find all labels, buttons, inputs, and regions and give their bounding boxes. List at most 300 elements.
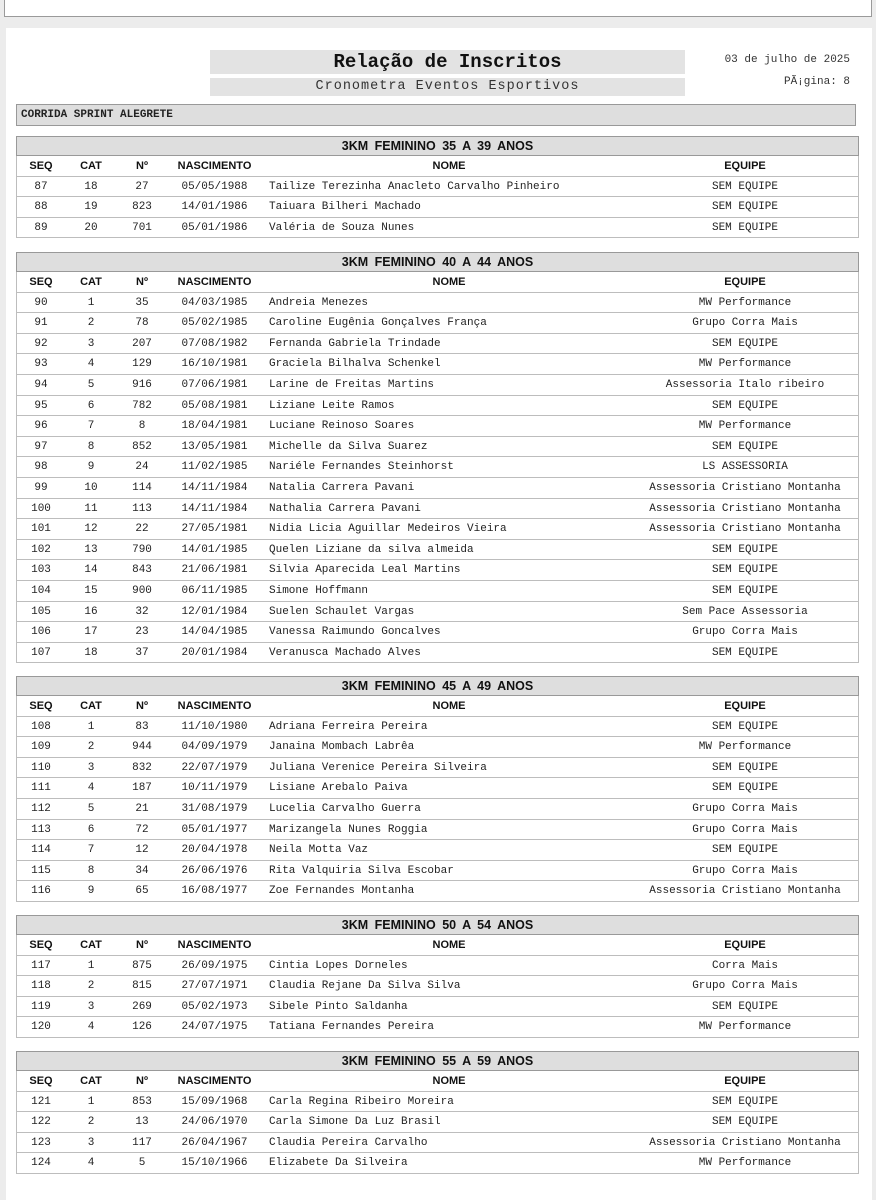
cell-team: Grupo Corra Mais	[692, 980, 798, 993]
cell-name: Janaina Mombach Labrêa	[269, 741, 415, 754]
cell-team: Sem Pace Assessoria	[682, 605, 808, 618]
column-header-team: EQUIPE	[724, 700, 766, 712]
cell-cat: 3	[87, 761, 95, 774]
column-header-row	[16, 696, 859, 717]
cell-seq: 90	[34, 296, 48, 309]
category-section	[16, 136, 859, 238]
cell-team: SEM EQUIPE	[711, 1000, 778, 1013]
column-header-dob: NASCIMENTO	[177, 1075, 252, 1087]
cell-team: Grupo Corra Mais	[692, 864, 798, 877]
cell-seq: 94	[34, 378, 48, 391]
cell-seq: 96	[34, 420, 48, 433]
table-row	[16, 1017, 859, 1038]
report-date: 03 de julho de 2025	[724, 54, 850, 66]
cell-name: Nathalia Carrera Pavani	[269, 502, 421, 515]
cell-dob: 26/06/1976	[181, 864, 248, 877]
cell-seq: 100	[31, 502, 51, 515]
cell-name: Silvia Aparecida Leal Martins	[269, 564, 461, 577]
cell-name: Sibele Pinto Saldanha	[269, 1000, 408, 1013]
table-row	[16, 354, 859, 375]
table-row	[16, 396, 859, 417]
cell-cat: 13	[84, 543, 98, 556]
cell-name: Lisiane Arebalo Paiva	[269, 782, 408, 795]
cell-cat: 4	[87, 1157, 95, 1170]
cell-team: SEM EQUIPE	[711, 584, 778, 597]
cell-team: SEM EQUIPE	[711, 543, 778, 556]
cell-cat: 5	[87, 378, 95, 391]
table-row	[16, 1153, 859, 1174]
cell-num: 701	[132, 221, 152, 234]
cell-dob: 04/09/1979	[181, 741, 248, 754]
column-header-seq: SEQ	[29, 1075, 53, 1087]
cell-team: Grupo Corra Mais	[692, 317, 798, 330]
cell-seq: 92	[34, 337, 48, 350]
cell-cat: 9	[87, 885, 95, 898]
cell-team: Grupo Corra Mais	[692, 802, 798, 815]
cell-num: 72	[135, 823, 149, 836]
cell-dob: 15/10/1966	[181, 1157, 248, 1170]
cell-dob: 14/01/1985	[181, 543, 248, 556]
table-row	[16, 1133, 859, 1154]
cell-name: Nariéle Fernandes Steinhorst	[269, 461, 454, 474]
cell-num: 24	[135, 461, 149, 474]
cell-seq: 88	[34, 201, 48, 214]
cell-cat: 4	[87, 1021, 95, 1034]
cell-num: 207	[132, 337, 152, 350]
cell-team: MW Performance	[698, 420, 792, 433]
cell-cat: 16	[84, 605, 98, 618]
cell-num: 790	[132, 543, 152, 556]
cell-seq: 112	[31, 802, 51, 815]
cell-num: 27	[135, 180, 149, 193]
cell-num: 944	[132, 741, 152, 754]
cell-name: Cintia Lopes Dorneles	[269, 959, 408, 972]
cell-num: 35	[135, 296, 149, 309]
table-row	[16, 737, 859, 758]
cell-name: Taiuara Bilheri Machado	[269, 201, 421, 214]
table-row	[16, 717, 859, 738]
column-header-dob: NASCIMENTO	[177, 939, 252, 951]
cell-num: 22	[135, 523, 149, 536]
cell-cat: 18	[84, 646, 98, 659]
race-name: CORRIDA SPRINT ALEGRETE	[16, 104, 856, 126]
cell-team: SEM EQUIPE	[711, 1116, 778, 1129]
column-header-name: NOME	[432, 700, 466, 712]
table-row	[16, 997, 859, 1018]
cell-num: 782	[132, 399, 152, 412]
cell-seq: 121	[31, 1095, 51, 1108]
cell-name: Elizabete Da Silveira	[269, 1157, 408, 1170]
column-header-dob: NASCIMENTO	[177, 160, 252, 172]
cell-seq: 89	[34, 221, 48, 234]
cell-num: 65	[135, 885, 149, 898]
cell-seq: 113	[31, 823, 51, 836]
cell-dob: 11/02/1985	[181, 461, 248, 474]
cell-seq: 91	[34, 317, 48, 330]
cell-cat: 15	[84, 584, 98, 597]
page-subtitle: Cronometra Eventos Esportivos	[210, 78, 685, 96]
cell-seq: 120	[31, 1021, 51, 1034]
cell-num: 832	[132, 761, 152, 774]
cell-cat: 6	[87, 823, 95, 836]
cell-name: Vanessa Raimundo Goncalves	[269, 626, 441, 639]
column-header-cat: CAT	[80, 700, 102, 712]
table-row	[16, 881, 859, 902]
cell-cat: 20	[84, 221, 98, 234]
cell-name: Carla Simone Da Luz Brasil	[269, 1116, 441, 1129]
table-row	[16, 218, 859, 239]
table-row	[16, 1112, 859, 1133]
cell-seq: 93	[34, 358, 48, 371]
cell-num: 34	[135, 864, 149, 877]
cell-dob: 05/08/1981	[181, 399, 248, 412]
cell-num: 823	[132, 201, 152, 214]
cell-cat: 8	[87, 440, 95, 453]
cell-name: Lucelia Carvalho Guerra	[269, 802, 421, 815]
cell-seq: 102	[31, 543, 51, 556]
category-title: 3KM FEMININO 55 A 59 ANOS	[16, 1051, 859, 1071]
cell-dob: 22/07/1979	[181, 761, 248, 774]
cell-num: 117	[132, 1136, 152, 1149]
cell-dob: 13/05/1981	[181, 440, 248, 453]
cell-dob: 20/01/1984	[181, 646, 248, 659]
column-header-num: Nº	[136, 276, 148, 288]
table-row	[16, 540, 859, 561]
cell-num: 900	[132, 584, 152, 597]
cell-cat: 11	[84, 502, 98, 515]
cell-cat: 8	[87, 864, 95, 877]
cell-name: Suelen Schaulet Vargas	[269, 605, 415, 618]
cell-cat: 1	[87, 296, 95, 309]
cell-dob: 26/09/1975	[181, 959, 248, 972]
cell-team: SEM EQUIPE	[711, 399, 778, 412]
cell-dob: 15/09/1968	[181, 1095, 248, 1108]
cell-num: 187	[132, 782, 152, 795]
cell-team: MW Performance	[698, 296, 792, 309]
cell-num: 815	[132, 980, 152, 993]
cell-team: Assessoria Cristiano Montanha	[649, 885, 841, 898]
cell-cat: 1	[87, 959, 95, 972]
table-row	[16, 478, 859, 499]
cell-num: 843	[132, 564, 152, 577]
cell-num: 12	[135, 844, 149, 857]
cell-dob: 05/01/1986	[181, 221, 248, 234]
table-row	[16, 861, 859, 882]
column-header-seq: SEQ	[29, 700, 53, 712]
cell-name: Claudia Pereira Carvalho	[269, 1136, 428, 1149]
column-header-name: NOME	[432, 276, 466, 288]
cell-name: Juliana Verenice Pereira Silveira	[269, 761, 487, 774]
cell-dob: 21/06/1981	[181, 564, 248, 577]
cell-cat: 1	[87, 720, 95, 733]
table-row	[16, 499, 859, 520]
cell-dob: 27/05/1981	[181, 523, 248, 536]
cell-cat: 12	[84, 523, 98, 536]
category-title: 3KM FEMININO 35 A 39 ANOS	[16, 136, 859, 156]
cell-seq: 103	[31, 564, 51, 577]
cell-name: Carla Regina Ribeiro Moreira	[269, 1095, 454, 1108]
cell-dob: 07/08/1982	[181, 337, 248, 350]
cell-name: Natalia Carrera Pavani	[269, 481, 415, 494]
cell-seq: 99	[34, 481, 48, 494]
column-header-num: Nº	[136, 939, 148, 951]
cell-cat: 5	[87, 802, 95, 815]
cell-cat: 7	[87, 844, 95, 857]
column-header-num: Nº	[136, 160, 148, 172]
cell-team: MW Performance	[698, 358, 792, 371]
category-title: 3KM FEMININO 40 A 44 ANOS	[16, 252, 859, 272]
category-section	[16, 915, 859, 1038]
column-header-dob: NASCIMENTO	[177, 276, 252, 288]
cell-dob: 14/01/1986	[181, 201, 248, 214]
cell-team: Grupo Corra Mais	[692, 626, 798, 639]
cell-team: Assessoria Cristiano Montanha	[649, 481, 841, 494]
cell-team: Assessoria Italo ribeiro	[665, 378, 825, 391]
cell-cat: 2	[87, 980, 95, 993]
cell-seq: 117	[31, 959, 51, 972]
cell-cat: 2	[87, 741, 95, 754]
cell-name: Adriana Ferreira Pereira	[269, 720, 428, 733]
cell-num: 83	[135, 720, 149, 733]
cell-dob: 16/10/1981	[181, 358, 248, 371]
cell-name: Rita Valquiria Silva Escobar	[269, 864, 454, 877]
cell-num: 875	[132, 959, 152, 972]
cell-cat: 3	[87, 1000, 95, 1013]
previous-page-edge	[4, 0, 872, 17]
cell-dob: 26/04/1967	[181, 1136, 248, 1149]
cell-dob: 05/01/1977	[181, 823, 248, 836]
table-row	[16, 602, 859, 623]
cell-team: SEM EQUIPE	[711, 844, 778, 857]
table-row	[16, 519, 859, 540]
cell-team: SEM EQUIPE	[711, 201, 778, 214]
column-header-team: EQUIPE	[724, 1075, 766, 1087]
cell-num: 13	[135, 1116, 149, 1129]
column-header-name: NOME	[432, 160, 466, 172]
cell-name: Claudia Rejane Da Silva Silva	[269, 980, 461, 993]
cell-num: 113	[132, 502, 152, 515]
cell-dob: 27/07/1971	[181, 980, 248, 993]
cell-dob: 06/11/1985	[181, 584, 248, 597]
cell-team: LS ASSESSORIA	[702, 461, 788, 474]
cell-dob: 12/01/1984	[181, 605, 248, 618]
cell-name: Caroline Eugênia Gonçalves França	[269, 317, 487, 330]
column-header-num: Nº	[136, 700, 148, 712]
cell-num: 916	[132, 378, 152, 391]
cell-name: Fernanda Gabriela Trindade	[269, 337, 441, 350]
cell-dob: 05/05/1988	[181, 180, 248, 193]
cell-dob: 11/10/1980	[181, 720, 248, 733]
cell-seq: 109	[31, 741, 51, 754]
category-title: 3KM FEMININO 50 A 54 ANOS	[16, 915, 859, 935]
table-row	[16, 293, 859, 314]
page-number: PÃ¡gina: 8	[783, 76, 850, 88]
column-header-team: EQUIPE	[724, 160, 766, 172]
table-row	[16, 840, 859, 861]
cell-seq: 114	[31, 844, 51, 857]
cell-name: Neila Motta Vaz	[269, 844, 369, 857]
cell-seq: 119	[31, 1000, 51, 1013]
cell-team: SEM EQUIPE	[711, 1095, 778, 1108]
cell-dob: 24/06/1970	[181, 1116, 248, 1129]
cell-num: 5	[138, 1157, 146, 1170]
column-header-cat: CAT	[80, 1075, 102, 1087]
table-row	[16, 976, 859, 997]
cell-name: Liziane Leite Ramos	[269, 399, 395, 412]
cell-dob: 24/07/1975	[181, 1021, 248, 1034]
cell-seq: 105	[31, 605, 51, 618]
category-section	[16, 1051, 859, 1174]
cell-dob: 07/06/1981	[181, 378, 248, 391]
cell-team: SEM EQUIPE	[711, 761, 778, 774]
cell-cat: 2	[87, 1116, 95, 1129]
table-row	[16, 758, 859, 779]
cell-seq: 115	[31, 864, 51, 877]
cell-cat: 1	[87, 1095, 95, 1108]
cell-cat: 2	[87, 317, 95, 330]
cell-name: Marizangela Nunes Roggia	[269, 823, 428, 836]
cell-team: MW Performance	[698, 1157, 792, 1170]
cell-name: Graciela Bilhalva Schenkel	[269, 358, 441, 371]
cell-dob: 14/11/1984	[181, 502, 248, 515]
cell-seq: 101	[31, 523, 51, 536]
category-section	[16, 676, 859, 902]
cell-dob: 04/03/1985	[181, 296, 248, 309]
table-row	[16, 560, 859, 581]
cell-num: 853	[132, 1095, 152, 1108]
cell-num: 269	[132, 1000, 152, 1013]
column-header-row	[16, 1071, 859, 1092]
cell-name: Nidia Licia Aguillar Medeiros Vieira	[269, 523, 507, 536]
column-header-row	[16, 935, 859, 956]
cell-seq: 107	[31, 646, 51, 659]
cell-seq: 98	[34, 461, 48, 474]
table-row	[16, 457, 859, 478]
cell-team: SEM EQUIPE	[711, 720, 778, 733]
cell-name: Zoe Fernandes Montanha	[269, 885, 415, 898]
cell-cat: 4	[87, 358, 95, 371]
cell-num: 114	[132, 481, 152, 494]
category-title: 3KM FEMININO 45 A 49 ANOS	[16, 676, 859, 696]
cell-team: SEM EQUIPE	[711, 337, 778, 350]
cell-seq: 97	[34, 440, 48, 453]
cell-team: Assessoria Cristiano Montanha	[649, 523, 841, 536]
cell-dob: 14/04/1985	[181, 626, 248, 639]
cell-cat: 9	[87, 461, 95, 474]
cell-team: Grupo Corra Mais	[692, 823, 798, 836]
table-row	[16, 1092, 859, 1113]
cell-cat: 6	[87, 399, 95, 412]
cell-name: Andreia Menezes	[269, 296, 369, 309]
cell-name: Simone Hoffmann	[269, 584, 369, 597]
cell-team: SEM EQUIPE	[711, 646, 778, 659]
cell-num: 126	[132, 1021, 152, 1034]
cell-team: SEM EQUIPE	[711, 440, 778, 453]
column-header-cat: CAT	[80, 160, 102, 172]
cell-seq: 124	[31, 1157, 51, 1170]
cell-name: Luciane Reinoso Soares	[269, 420, 415, 433]
cell-cat: 3	[87, 337, 95, 350]
column-header-cat: CAT	[80, 939, 102, 951]
column-header-dob: NASCIMENTO	[177, 700, 252, 712]
cell-name: Larine de Freitas Martins	[269, 378, 435, 391]
cell-num: 32	[135, 605, 149, 618]
cell-team: MW Performance	[698, 741, 792, 754]
cell-team: Assessoria Cristiano Montanha	[649, 1136, 841, 1149]
column-header-cat: CAT	[80, 276, 102, 288]
table-row	[16, 956, 859, 977]
cell-dob: 31/08/1979	[181, 802, 248, 815]
column-header-name: NOME	[432, 939, 466, 951]
column-header-seq: SEQ	[29, 160, 53, 172]
table-row	[16, 177, 859, 198]
cell-seq: 118	[31, 980, 51, 993]
cell-team: SEM EQUIPE	[711, 180, 778, 193]
cell-cat: 14	[84, 564, 98, 577]
cell-cat: 7	[87, 420, 95, 433]
cell-seq: 106	[31, 626, 51, 639]
column-header-num: Nº	[136, 1075, 148, 1087]
cell-dob: 05/02/1973	[181, 1000, 248, 1013]
cell-name: Tatiana Fernandes Pereira	[269, 1021, 435, 1034]
cell-name: Michelle da Silva Suarez	[269, 440, 428, 453]
cell-cat: 3	[87, 1136, 95, 1149]
cell-seq: 110	[31, 761, 51, 774]
cell-num: 129	[132, 358, 152, 371]
table-row	[16, 416, 859, 437]
cell-name: Quelen Liziane da silva almeida	[269, 543, 474, 556]
cell-seq: 122	[31, 1116, 51, 1129]
cell-cat: 17	[84, 626, 98, 639]
table-row	[16, 334, 859, 355]
table-row	[16, 581, 859, 602]
column-header-seq: SEQ	[29, 939, 53, 951]
column-header-row	[16, 272, 859, 293]
cell-team: SEM EQUIPE	[711, 564, 778, 577]
table-row	[16, 437, 859, 458]
cell-dob: 16/08/1977	[181, 885, 248, 898]
cell-name: Veranusca Machado Alves	[269, 646, 421, 659]
table-row	[16, 375, 859, 396]
cell-team: SEM EQUIPE	[711, 782, 778, 795]
cell-name: Valéria de Souza Nunes	[269, 221, 415, 234]
column-header-name: NOME	[432, 1075, 466, 1087]
cell-dob: 10/11/1979	[181, 782, 248, 795]
cell-seq: 87	[34, 180, 48, 193]
cell-team: Corra Mais	[711, 959, 778, 972]
table-row	[16, 643, 859, 664]
cell-dob: 05/02/1985	[181, 317, 248, 330]
cell-num: 78	[135, 317, 149, 330]
cell-num: 37	[135, 646, 149, 659]
column-header-team: EQUIPE	[724, 276, 766, 288]
cell-team: MW Performance	[698, 1021, 792, 1034]
cell-cat: 4	[87, 782, 95, 795]
cell-num: 23	[135, 626, 149, 639]
cell-num: 21	[135, 802, 149, 815]
table-row	[16, 622, 859, 643]
column-header-seq: SEQ	[29, 276, 53, 288]
cell-seq: 123	[31, 1136, 51, 1149]
cell-cat: 18	[84, 180, 98, 193]
cell-seq: 95	[34, 399, 48, 412]
table-row	[16, 778, 859, 799]
cell-cat: 19	[84, 201, 98, 214]
table-row	[16, 820, 859, 841]
column-header-team: EQUIPE	[724, 939, 766, 951]
cell-dob: 18/04/1981	[181, 420, 248, 433]
cell-seq: 111	[31, 782, 51, 795]
